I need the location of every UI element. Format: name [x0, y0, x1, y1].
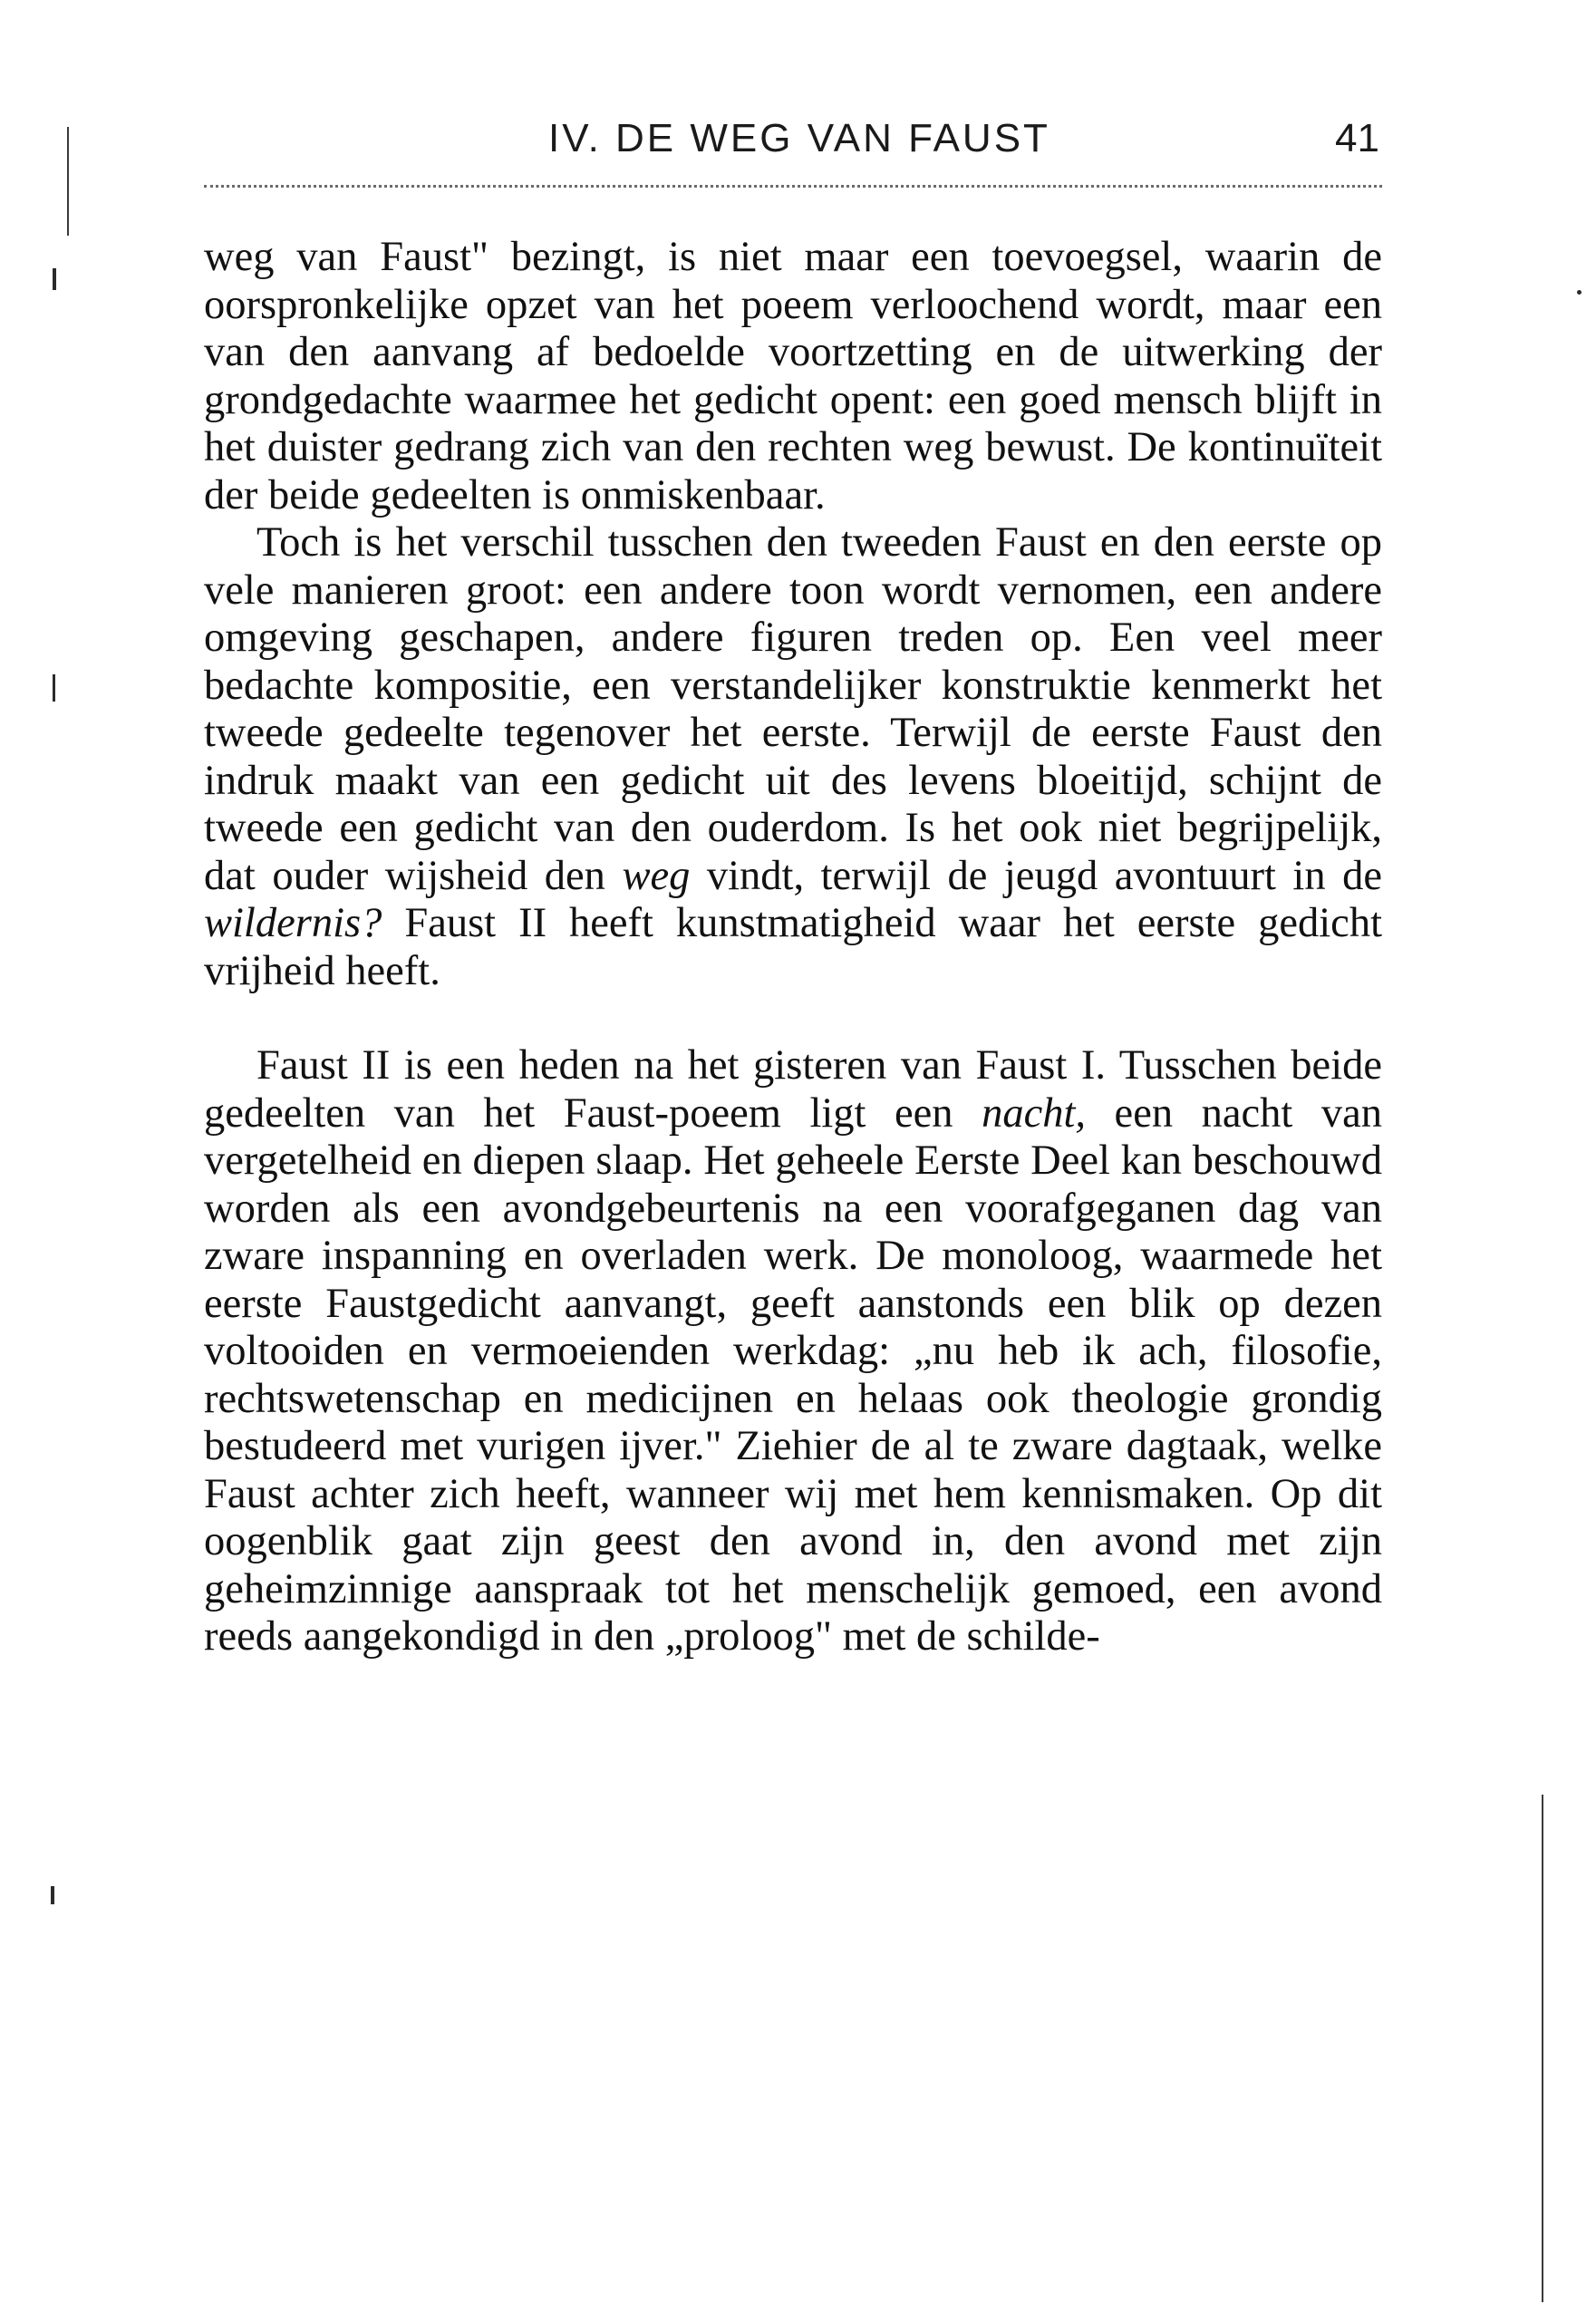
text-run: weg van Faust" bezingt, is niet maar een toevoegsel, waarin de oorspronkelijke opzet van het poeem verloochend wordt, maar een van den aanvang af bedoelde voortzetting en de uitwerking der grondgedachte waarmee het gedicht opent: een goed mensch blijft in het duister gedrang zich van den rechten weg bewust. De kontinuïteit der beide gedeelten is onmiskenbaar. [204, 234, 1382, 518]
margin-mark-4 [1577, 290, 1581, 295]
margin-mark-3 [51, 1886, 54, 1904]
left-scan-edge [67, 127, 69, 236]
text-run: een nacht van vergetelheid en diepen slaap. Het geheele Eerste Deel kan beschouwd worden als een avondgebeurtenis na een voorafgeganen dag van zware inspanning en overladen werk. De monoloog, waarmede het eerste Faustgedicht aanvangt, geeft aanstonds een blik op dezen voltooiden en vermoeienden werkdag: „nu heb ik ach, filosofie, rechtswetenschap en medicijnen en helaas ook theologie grondig bestudeerd met vurigen ijver." Ziehier de al te zware dagtaak, welke Faust achter zich heeft, wanneer wij met hem kennismaken. Op dit oogenblik gaat zijn geest den avond in, den avond met zijn geheimzinnige aanspraak tot het menschelijk gemoed, een avond reeds aangekondigd in den „proloog" met de schilde- [204, 1089, 1382, 1660]
text-run: vindt, terwijl de jeugd avontuurt in de [690, 852, 1383, 899]
right-scan-edge [1542, 1795, 1543, 2302]
running-head [210, 116, 1379, 170]
text-run: Faust II is een heden na het gisteren van Faust I. Tusschen beide gedeelten van het Faust-poeem ligt een [204, 1042, 1382, 1137]
text-run: Toch is het verschil tusschen den tweeden Faust en den eerste op vele manieren groot: een andere toon wordt vernomen, een andere omgeving geschapen, andere figuren treden op. Een veel meer bedachte kompositie, een verstandelijker konstruktie kenmerkt het tweede gedeelte tegenover het eerste. Terwijl de eerste Faust den indruk maakt van een gedicht uit des levens bloeitijd, schijnt de tweede een gedicht van den ouderdom. Is het ook niet begrijpelijk, dat ouder wijsheid den [204, 519, 1382, 899]
paragraph-gap [204, 995, 1382, 1042]
italic-text: weg [622, 852, 691, 899]
paragraph [204, 1042, 1382, 1661]
page-number: 41 [1335, 116, 1379, 160]
paragraph-continued [204, 234, 1382, 519]
header-dotted-rule [204, 185, 1382, 188]
margin-mark-1 [53, 268, 56, 290]
italic-text: nacht, [982, 1089, 1087, 1137]
text-run: Faust II heeft kunstmatigheid waar het eerste gedicht vrijheid heeft. [204, 900, 1382, 994]
running-head-title: IV. DE WEG VAN FAUST [548, 116, 1050, 160]
paragraph [204, 519, 1382, 995]
italic-text: wildernis? [204, 900, 382, 946]
body-text [204, 234, 1382, 1661]
margin-mark-2 [53, 674, 55, 702]
